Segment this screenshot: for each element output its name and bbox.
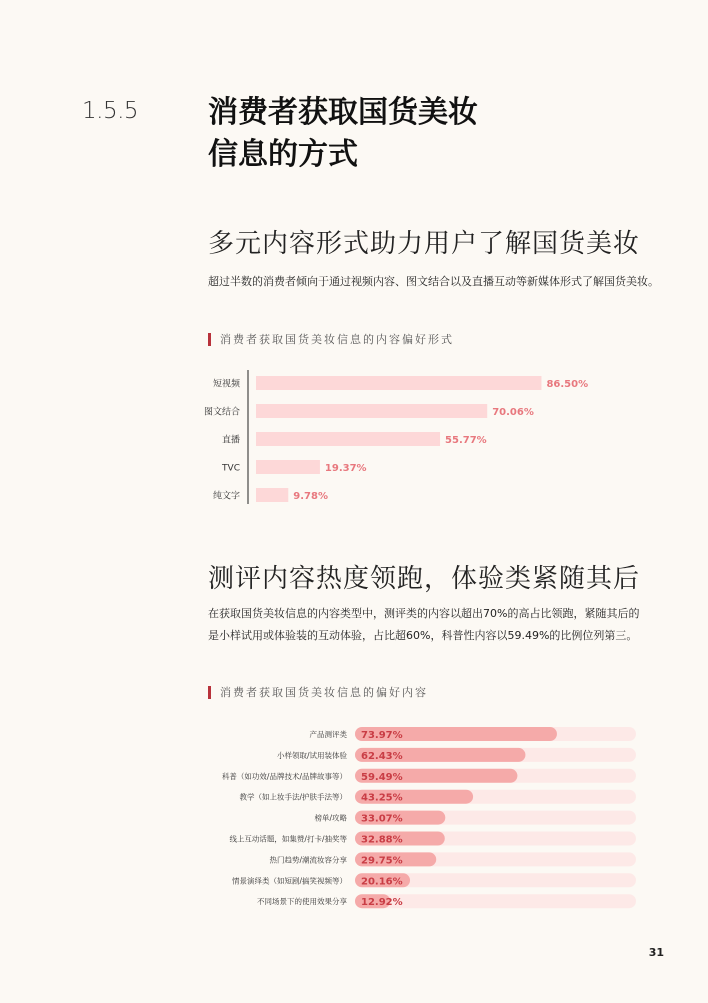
chart2-category-label: 线上互动话题，如集赞/打卡/抽奖等 xyxy=(229,834,347,844)
chart2-value-label: 12.92% xyxy=(361,897,403,909)
chart2-value-label: 33.07% xyxy=(361,813,403,825)
page-number: 31 xyxy=(648,946,664,959)
section1-description: 超过半数的消费者倾向于通过视频内容、图文结合以及直播互动等新媒体形式了解国货美妆。 xyxy=(208,275,659,288)
chart2-category-label: 教学（如上妆手法/护肤手法等） xyxy=(239,792,347,802)
section1-heading: 多元内容形式助力用户了解国货美妆 xyxy=(208,229,641,259)
chart1-value-label: 55.77% xyxy=(445,435,487,446)
chart2-category-label: 热门趋势/潮流妆容分享 xyxy=(269,855,347,865)
section2-description-line-2: 是小样试用或体验装的互动体验，占比超60%，科普性内容以59.49%的比例位列第三。 xyxy=(208,629,638,642)
chart2-category-label: 小样领取/试用装体验 xyxy=(276,750,347,760)
chart1-title: 消费者获取国货美妆信息的内容偏好形式 xyxy=(208,333,454,346)
chart2-title: 消费者获取国货美妆信息的偏好内容 xyxy=(208,686,428,699)
chart1-value-label: 70.06% xyxy=(492,407,534,418)
section2-heading: 测评内容热度领跑，体验类紧随其后 xyxy=(208,564,641,594)
chart1-value-label: 19.37% xyxy=(324,463,367,474)
chart1-category-label: 纯文字 xyxy=(212,491,240,502)
chart1-value-label: 9.78% xyxy=(293,491,328,502)
chart2-category-label: 不同场景下的使用效果分享 xyxy=(257,897,347,907)
chart2-value-label: 32.88% xyxy=(361,834,403,846)
chart1-category-label: 直播 xyxy=(221,435,240,446)
chart1-category-label: TVC xyxy=(222,463,240,474)
chart2-value-label: 20.16% xyxy=(361,876,403,888)
chart2-value-label: 73.97% xyxy=(361,730,403,741)
chart2-category-label: 科普（如功效/品牌技术/品牌故事等） xyxy=(221,771,347,781)
chart2-category-label: 情景演绎类（如短剧/搞笑视频等） xyxy=(231,876,347,886)
page-title-line-2: 信息的方式 xyxy=(208,137,358,172)
chart2-value-label: 29.75% xyxy=(361,855,403,867)
chart1-category-label: 短视频 xyxy=(212,379,240,390)
chart2-category-label: 榜单/攻略 xyxy=(314,813,347,823)
chart2-value-label: 43.25% xyxy=(361,792,403,804)
section2-description-line-1: 在获取国货美妆信息的内容类型中，测评类的内容以超出70%的高占比领跑，紧随其后的 xyxy=(208,607,640,620)
chart1-category-label: 图文结合 xyxy=(203,407,240,418)
chart2-category-label: 产品测评类 xyxy=(309,730,347,739)
page-title-line-1: 消费者获取国货美妆 xyxy=(208,95,478,130)
chart2-value-label: 62.43% xyxy=(361,750,403,762)
chart2-value-label: 59.49% xyxy=(361,771,403,783)
section-number: 1.5.5 xyxy=(82,98,139,124)
chart1-value-label: 86.50% xyxy=(546,379,589,390)
